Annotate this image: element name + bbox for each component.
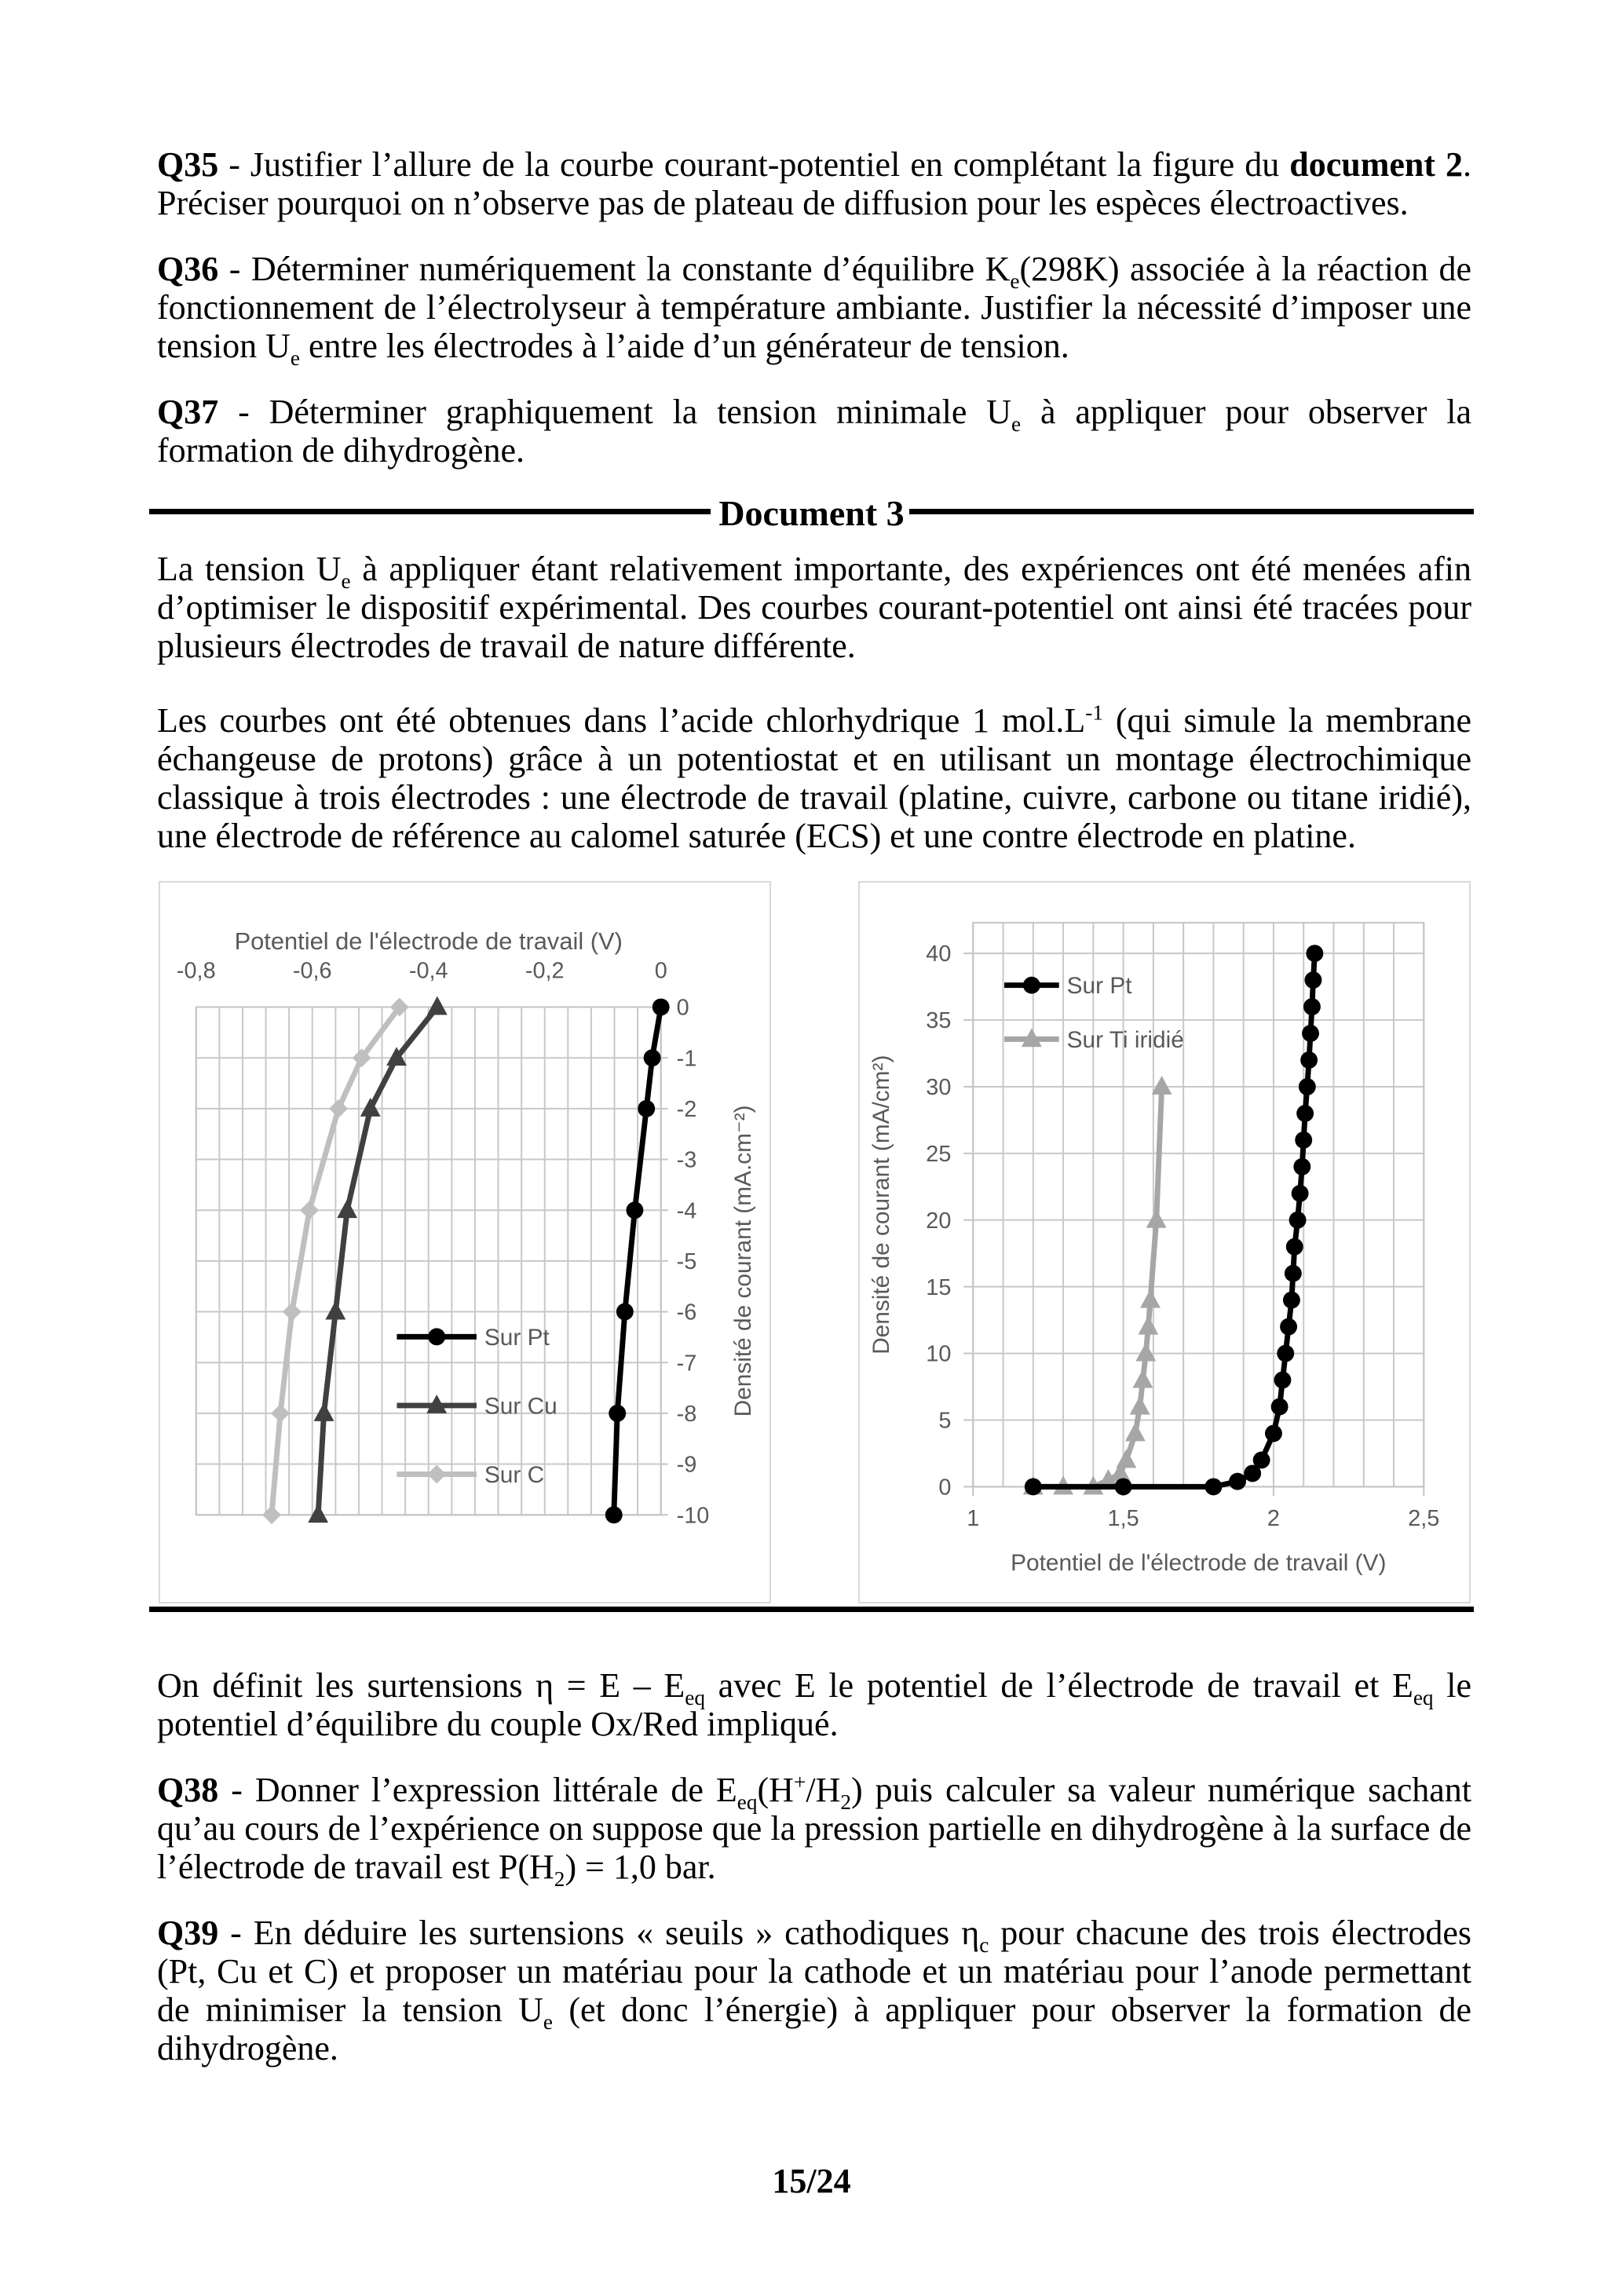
svg-text:-0,8: -0,8 [176, 958, 216, 984]
svg-text:0: 0 [938, 1475, 952, 1501]
svg-text:-0,6: -0,6 [292, 958, 332, 984]
svg-text:Potentiel de l'électrode de tr: Potentiel de l'électrode de travail (V) [1011, 1549, 1387, 1576]
svg-text:1,5: 1,5 [1107, 1506, 1139, 1532]
svg-text:0: 0 [676, 995, 689, 1021]
svg-text:Potentiel de l'électrode de tr: Potentiel de l'électrode de travail (V) [234, 927, 623, 955]
paragraph-doc3-method: Les courbes ont été obtenues dans l’acide chlorhydrique 1 $mol.L^{-1}$ (qui simule la membrane échangeuse de protons) grâce à un potentiostat et en utilisant un montage électrochimique classique à trois électrodes : une électrode de travail (platine, cuivre, carbone ou titane iridié), une électrode de référence au calomel saturée (ECS) et une contre électrode en platine. [157, 700, 1471, 855]
svg-text:35: 35 [926, 1008, 952, 1034]
right-current-potential-chart [860, 883, 1469, 1602]
svg-text:-9: -9 [676, 1452, 697, 1478]
svg-text:5: 5 [938, 1408, 952, 1434]
paragraph-doc3-intro: La tension $U_e$ à appliquer étant relativement importante, des expériences ont été menées afin d’optimiser le dispositif expérimental. Des courbes courant-potentiel ont ainsi été tracées pour plusieurs électrodes de travail de nature différente. [157, 550, 1471, 665]
paragraph-q35: Q35 - Justifier l’allure de la courbe courant-potentiel en complétant la figure du document 2. Préciser pourquoi on n’observe pas de plateau de diffusion pour les espèces électroactives. [157, 145, 1472, 222]
paragraph-q38: Q38 - Donner l’expression littérale de $E_{eq}(H^+/H_2)$ puis calculer sa valeur numérique sachant qu’au cours de l’expérience on suppose que la pression partielle en dihydrogène à la surface de l’électrode de travail est $P(H_2) = 1,0$ bar. [157, 1770, 1472, 1891]
svg-text:-2: -2 [676, 1096, 697, 1122]
paragraph-q39: Q39 - En déduire les surtensions « seuils » cathodiques $\eta_c$ pour chacune des trois électrodes (Pt, Cu et C) et proposer un matériau pour la cathode et un matériau pour l’anode permettant de minimiser la tension $U_e$ (et donc l’énergie) à appliquer pour observer la formation de dihydrogène. [157, 1914, 1471, 2067]
svg-text:Densité de courant (mA/cm²): Densité de courant (mA/cm²) [868, 1055, 894, 1355]
paragraph-q36: Q36 - Déterminer numériquement la constante d’équilibre $K_e(298K)$ associée à la réaction de fonctionnement de l’électrolyseur à température ambiante. Justifier la nécessité d’imposer une tension $U_e$ entre les électrodes à l’aide d’un générateur de tension. [157, 250, 1471, 370]
svg-text:25: 25 [926, 1141, 952, 1167]
svg-text:15: 15 [926, 1274, 952, 1300]
svg-text:40: 40 [926, 941, 952, 967]
svg-text:Densité de courant (mA.cm⁻²): Densité de courant (mA.cm⁻²) [730, 1105, 757, 1417]
paragraph-overpotential-def: On définit les surtensions $\eta = E - E_{eq}$ avec E le potentiel de l’électrode de travail et $E_{eq}$ le potentiel d’équilibre du couple Ox/Red impliqué. [157, 1666, 1471, 1743]
svg-text:10: 10 [926, 1341, 952, 1367]
svg-text:-8: -8 [676, 1401, 697, 1427]
svg-text:-1: -1 [676, 1046, 697, 1072]
svg-text:20: 20 [926, 1208, 952, 1234]
svg-text:Sur Cu: Sur Cu [484, 1393, 557, 1420]
divider-line-right [909, 509, 1474, 514]
svg-text:-10: -10 [676, 1503, 710, 1529]
svg-text:Sur C: Sur C [484, 1461, 545, 1488]
divider-line-bottom [149, 1607, 1474, 1612]
svg-text:30: 30 [926, 1075, 952, 1101]
svg-text:-4: -4 [676, 1198, 697, 1224]
paragraph-q37: Q37 - Déterminer graphiquement la tension minimale $U_e$ à appliquer pour observer la formation de dihydrogène. [157, 393, 1471, 470]
svg-text:-6: -6 [676, 1300, 697, 1325]
svg-text:-7: -7 [676, 1351, 697, 1377]
svg-text:-0,4: -0,4 [408, 958, 448, 984]
svg-text:-0,2: -0,2 [525, 958, 565, 984]
document3-heading: Document 3 [718, 493, 905, 533]
svg-text:Sur Pt: Sur Pt [484, 1324, 550, 1351]
svg-text:1: 1 [967, 1506, 980, 1532]
svg-text:-5: -5 [676, 1249, 697, 1274]
figure-anodic-curves [858, 881, 1471, 1603]
figure-cathodic-curves [159, 881, 771, 1603]
svg-text:-3: -3 [676, 1147, 697, 1173]
left-current-potential-chart [160, 883, 769, 1602]
svg-text:0: 0 [654, 958, 667, 984]
svg-text:Sur Pt: Sur Pt [1066, 973, 1132, 1000]
page-number: 15/24 [772, 2162, 851, 2200]
svg-text:2: 2 [1267, 1506, 1280, 1532]
svg-text:2,5: 2,5 [1408, 1506, 1440, 1532]
svg-text:Sur Ti iridié: Sur Ti iridié [1066, 1026, 1184, 1053]
